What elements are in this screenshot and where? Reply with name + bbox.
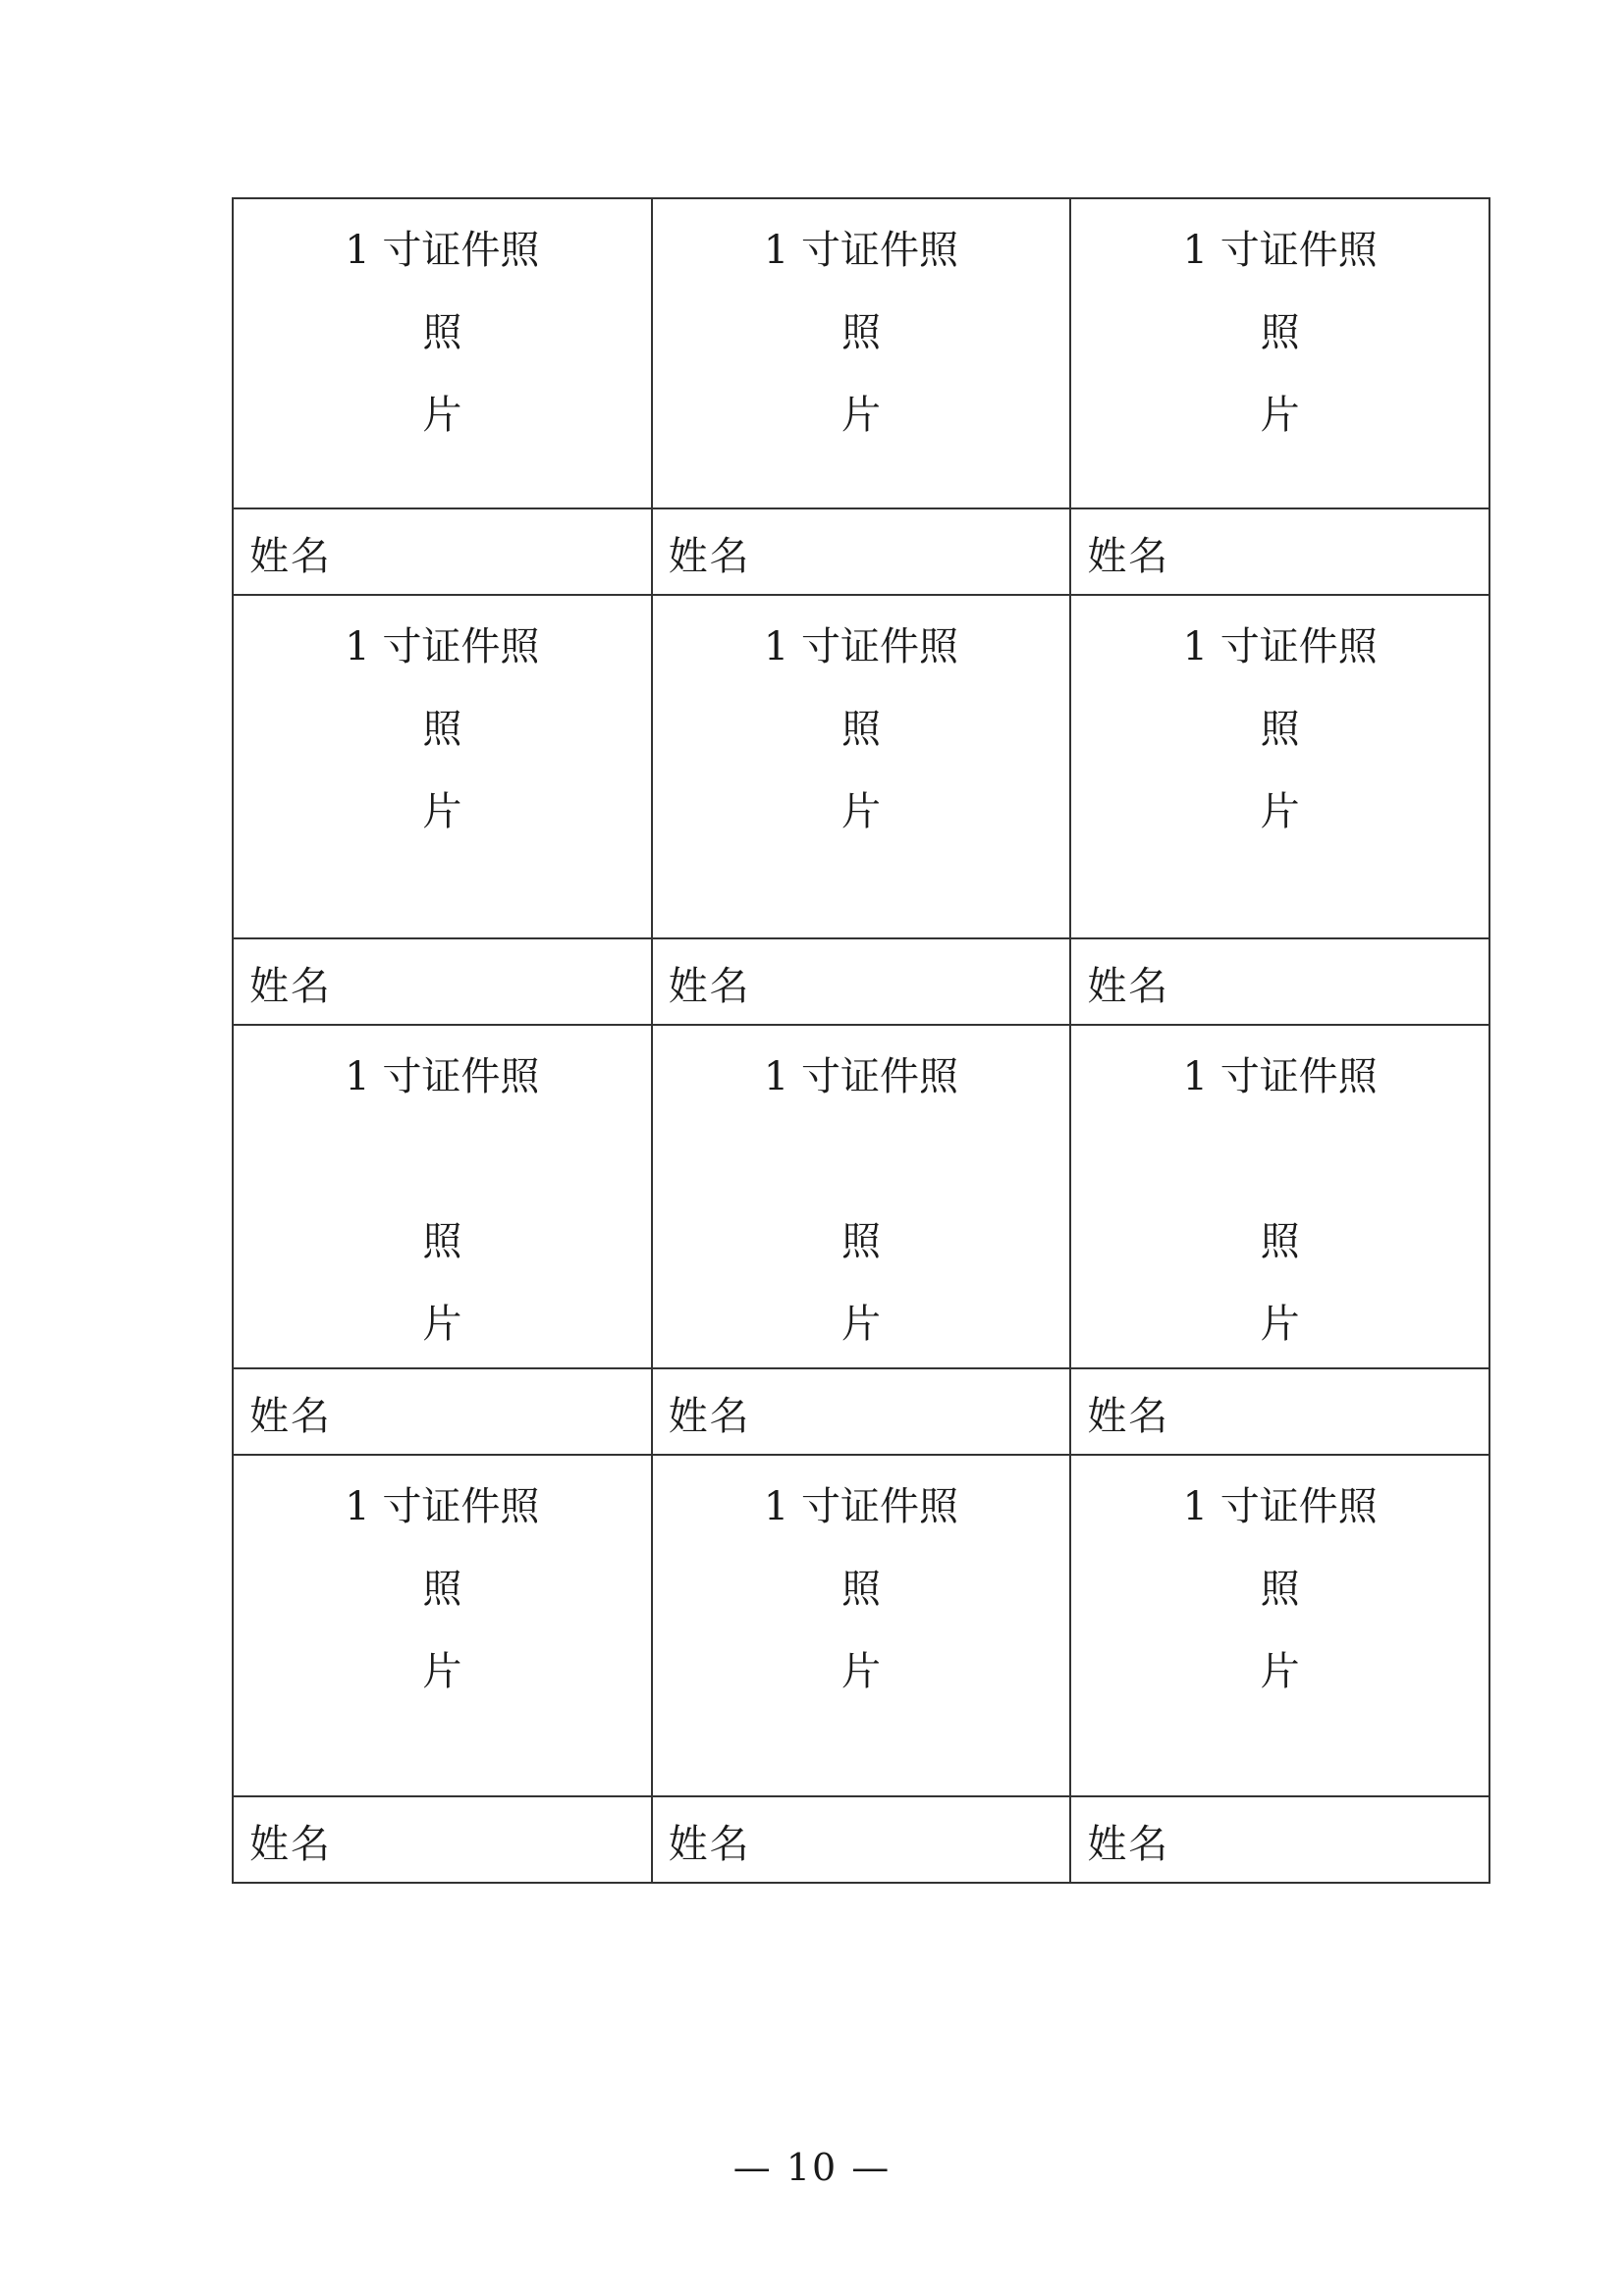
photo-box [1070,595,1489,938]
photo-label-line1: 照 [422,707,462,752]
photo-label-line1: 照 [840,1219,881,1264]
photo-box [1070,198,1489,508]
photo-label-line1: 照 [1260,1567,1300,1612]
photo-size-label: 1 寸证件照 [345,1054,540,1099]
name-label: 姓名 [1087,1394,1170,1439]
page-number: — 10 — [732,2146,892,2189]
photo-label-line1: 照 [422,1567,462,1612]
name-field[interactable] [233,1796,652,1883]
photo-label-line1: 照 [1260,707,1300,752]
name-label: 姓名 [1087,1822,1170,1867]
photo-size-label: 1 寸证件照 [1182,228,1378,273]
photo-label-line2: 片 [840,1302,881,1347]
name-field[interactable] [233,508,652,595]
photo-label-line1: 照 [1260,310,1300,355]
photo-box [652,595,1071,938]
name-field[interactable] [652,508,1071,595]
photo-size-label: 1 寸证件照 [345,228,540,273]
photo-label-line2: 片 [422,1302,462,1347]
photo-label-line2: 片 [422,393,462,438]
photo-size-label: 1 寸证件照 [1182,624,1378,669]
photo-grid-table [232,197,1490,1884]
photo-label-line2: 片 [422,1649,462,1694]
photo-box [233,595,652,938]
photo-label-line2: 片 [1260,1302,1300,1347]
photo-label-line2: 片 [840,789,881,834]
photo-size-label: 1 寸证件照 [763,1484,959,1529]
photo-size-label: 1 寸证件照 [763,1054,959,1099]
photo-box [233,1455,652,1796]
photo-box [652,1455,1071,1796]
name-label: 姓名 [1087,534,1170,579]
photo-label-line2: 片 [840,393,881,438]
name-label: 姓名 [249,1822,332,1867]
photo-row [233,595,1489,938]
name-field[interactable] [652,1796,1071,1883]
name-label: 姓名 [249,964,332,1009]
name-label: 姓名 [668,1822,751,1867]
photo-box [233,198,652,508]
name-row [233,1368,1489,1455]
photo-size-label: 1 寸证件照 [345,1484,540,1529]
photo-row [233,1455,1489,1796]
photo-label-line2: 片 [1260,393,1300,438]
name-label: 姓名 [668,964,751,1009]
photo-box [652,198,1071,508]
name-row [233,938,1489,1025]
photo-size-label: 1 寸证件照 [763,624,959,669]
name-label: 姓名 [668,1394,751,1439]
name-label: 姓名 [1087,964,1170,1009]
photo-size-label: 1 寸证件照 [345,624,540,669]
name-label: 姓名 [249,1394,332,1439]
name-row [233,1796,1489,1883]
photo-size-label: 1 寸证件照 [1182,1054,1378,1099]
photo-box [233,1025,652,1368]
name-field[interactable] [1070,508,1489,595]
name-field[interactable] [1070,938,1489,1025]
name-field[interactable] [652,938,1071,1025]
name-label: 姓名 [668,534,751,579]
name-field[interactable] [1070,1796,1489,1883]
photo-label-line1: 照 [840,1567,881,1612]
name-field[interactable] [1070,1368,1489,1455]
photo-label-line2: 片 [1260,1649,1300,1694]
photo-label-line2: 片 [422,789,462,834]
photo-row [233,1025,1489,1368]
photo-box [1070,1025,1489,1368]
photo-box [1070,1455,1489,1796]
photo-label-line1: 照 [422,1219,462,1264]
photo-label-line2: 片 [1260,789,1300,834]
photo-label-line1: 照 [422,310,462,355]
photo-label-line2: 片 [840,1649,881,1694]
name-label: 姓名 [249,534,332,579]
name-field[interactable] [233,1368,652,1455]
name-row [233,508,1489,595]
photo-size-label: 1 寸证件照 [1182,1484,1378,1529]
photo-row [233,198,1489,508]
photo-size-label: 1 寸证件照 [763,228,959,273]
photo-label-line1: 照 [840,707,881,752]
name-field[interactable] [233,938,652,1025]
photo-label-line1: 照 [840,310,881,355]
photo-box [652,1025,1071,1368]
photo-label-line1: 照 [1260,1219,1300,1264]
name-field[interactable] [652,1368,1071,1455]
